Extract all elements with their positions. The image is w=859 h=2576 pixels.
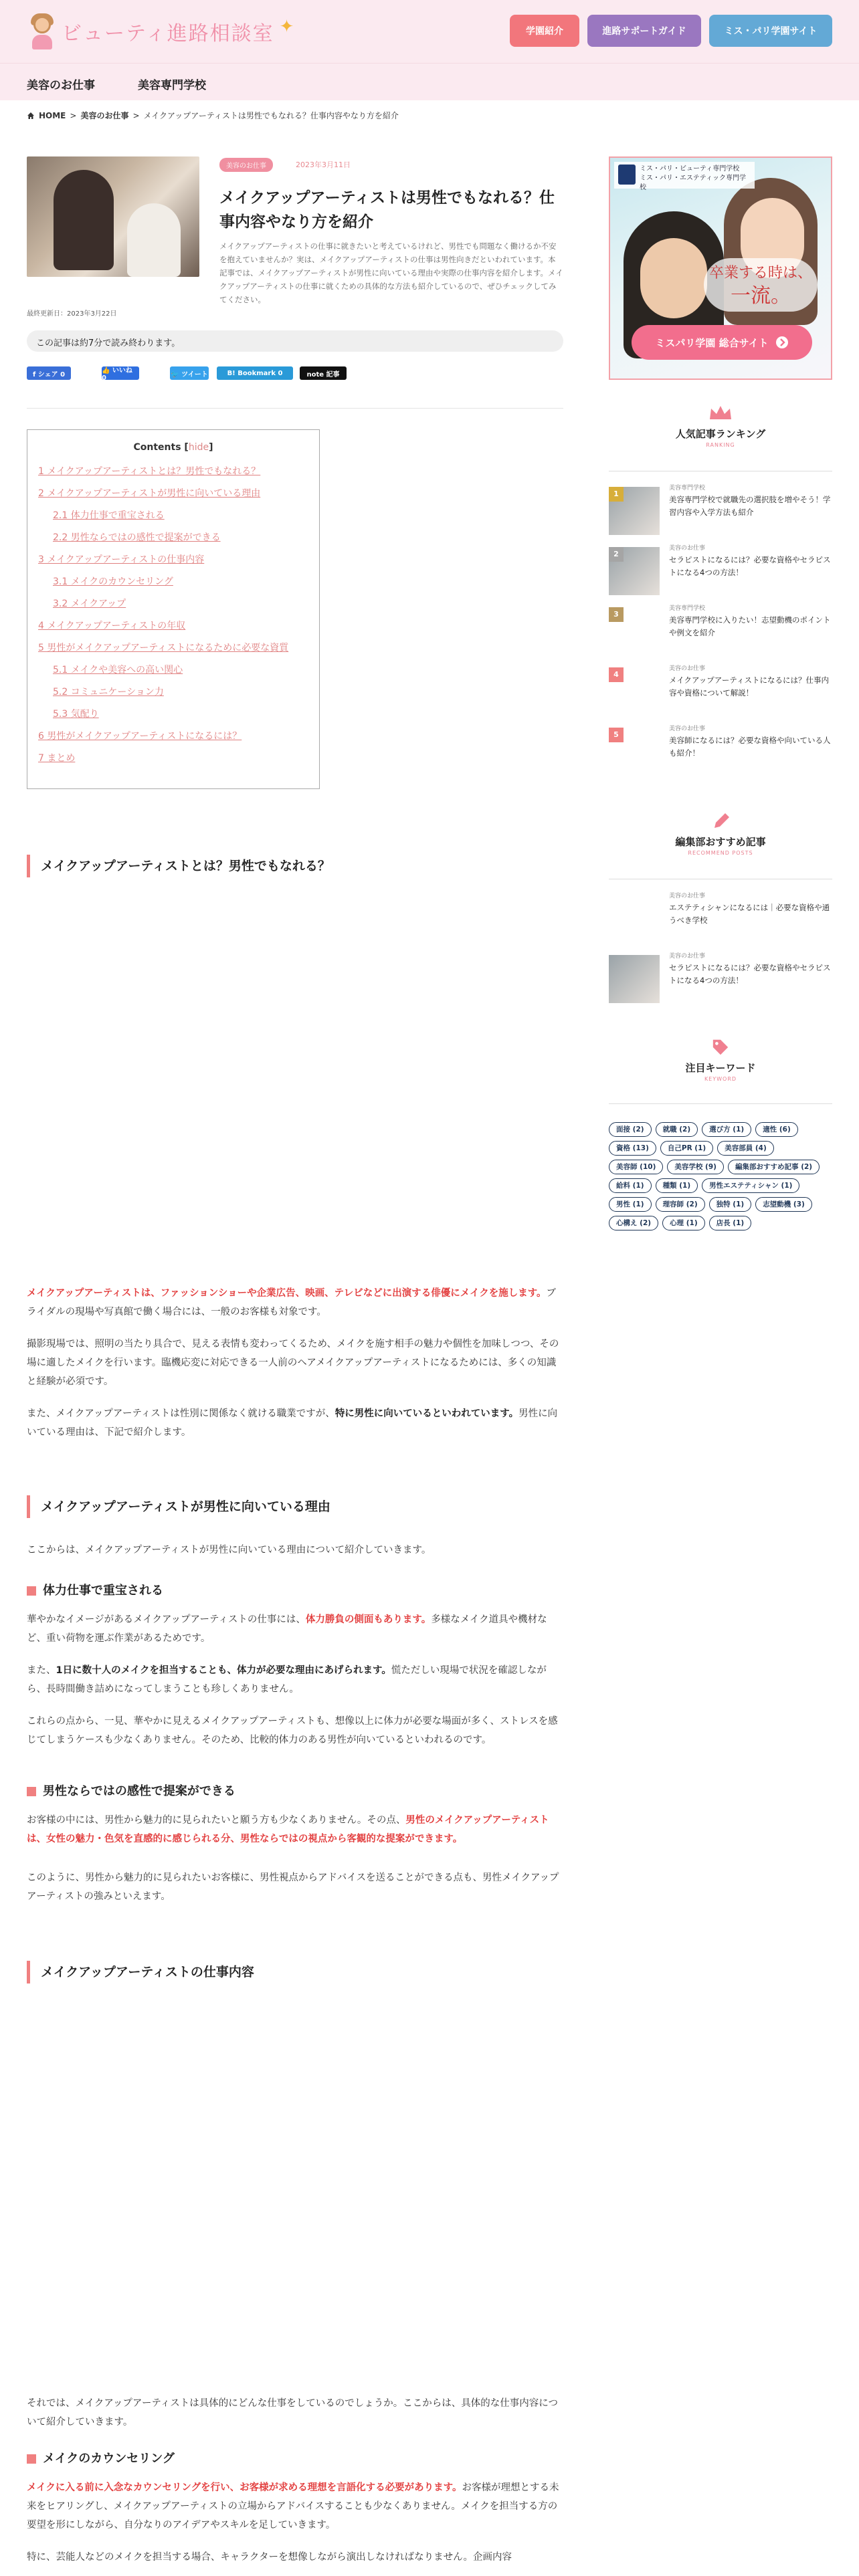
toc-item[interactable]: 5.3 気配り: [53, 709, 99, 720]
ranking-category: 美容のお仕事: [669, 665, 706, 672]
keyword-tag[interactable]: 独特 (1): [709, 1197, 752, 1212]
ranking-category: 美容のお仕事: [669, 545, 706, 552]
section-heading-2: メイクアップアーティストが男性に向いている理由: [27, 1495, 563, 1518]
keyword-tag[interactable]: 理容師 (2): [656, 1197, 705, 1212]
heading-marker: [27, 1586, 36, 1596]
keyword-tag[interactable]: 種類 (1): [656, 1178, 698, 1193]
ranking-title-link[interactable]: セラピストになるには？必要な資格やセラピストになる4つの方法！: [669, 555, 831, 577]
toc-item[interactable]: 4 メイクアップアーティストの年収: [38, 621, 186, 631]
keyword-tag[interactable]: 男性エステティシャン (1): [702, 1178, 799, 1193]
keyword-subtitle: KEYWORD: [704, 1076, 737, 1082]
site-logo[interactable]: [27, 11, 294, 52]
rank-number: 4: [609, 667, 624, 682]
read-time-notice: この記事は約7分で読み終わります。: [27, 330, 563, 352]
divider: [27, 408, 563, 409]
toc-item[interactable]: 3 メイクアップアーティストの仕事内容: [38, 554, 205, 565]
school-name-1: ミス・パリ・ビューティ専門学校: [640, 165, 740, 173]
nav-beauty-jobs[interactable]: 美容のお仕事: [27, 79, 95, 92]
rank-number: 3: [609, 607, 624, 622]
toc-item[interactable]: 5 男性がメイクアップアーティストになるために必要な資質: [38, 643, 289, 653]
toc-item[interactable]: 3.2 メイクアップ: [53, 599, 126, 609]
tweet-button[interactable]: 🐦 ツイート: [170, 366, 209, 380]
toc-item[interactable]: 5.1 メイクや美容への高い関心: [53, 665, 183, 675]
breadcrumb-separator: >: [70, 110, 77, 120]
misparis-general-site-button[interactable]: [632, 325, 812, 360]
toc-item[interactable]: 2 メイクアップアーティストが男性に向いている理由: [38, 488, 261, 499]
keyword-header: [609, 1038, 832, 1082]
crown-icon: [708, 404, 733, 423]
keyword-tag[interactable]: 適性 (6): [755, 1122, 798, 1137]
rank-number: 1: [609, 487, 624, 502]
tag-icon: [710, 1038, 731, 1057]
ranking-title: 人気記事ランキング: [675, 428, 766, 440]
table-of-contents: [27, 429, 320, 789]
recommend-title-link[interactable]: セラピストになるには？必要な資格やセラピストになる4つの方法！: [669, 963, 831, 985]
section-heading-3: メイクアップアーティストの仕事内容: [27, 1961, 563, 1983]
ranking-item[interactable]: [609, 483, 832, 535]
section-1-paragraph-1: メイクアップアーティストは、ファッションショーや企業広告、映画、テレビなどに出演する俳優にメイクを施します。ブライダルの現場や写真館で働く場合には、一般のお客様も対象です。: [27, 1288, 557, 1317]
breadcrumb-home[interactable]: HOME: [39, 110, 66, 120]
ranking-category: 美容専門学校: [669, 485, 706, 492]
ranking-item[interactable]: [609, 543, 832, 595]
article-description: メイクアップアーティストの仕事に就きたいと考えているけれど、男性でも問題なく働けるか不安を抱えていませんか？実は、メイクアップアーティストの仕事は男性向きだといわれています。本記事では、メイクアップアーティストが男性に向いている理由や実際の仕事内容を紹介します。メイクアップアーティストの仕事に就くための具体的な方法も紹介しているので、ぜひチェックしてみてください。: [219, 241, 563, 304]
ranking-item[interactable]: [609, 724, 832, 776]
keyword-tag[interactable]: 美容学校 (9): [667, 1160, 724, 1174]
breadcrumb-category[interactable]: 美容のお仕事: [80, 111, 129, 120]
school-banner[interactable]: [609, 156, 832, 380]
logo-mascot-icon: [27, 12, 56, 51]
ranking-title-link[interactable]: メイクアップアーティストになるには？仕事内容や資格について解説！: [669, 675, 829, 697]
ranking-category: 美容専門学校: [669, 605, 706, 612]
school-logo: [614, 162, 755, 189]
keyword-tag[interactable]: 店長 (1): [709, 1216, 752, 1230]
keyword-tag[interactable]: 選び方 (1): [702, 1122, 751, 1137]
article-thumbnail: [27, 156, 199, 277]
section-2-2-paragraph-1: お客様の中には、男性から魅力的に見られたいと願う方も少なくありません。その点、男性のメイクアップアーティストは、女性の魅力・色気を直感的に感じられる分、男性ならではの視点から客観的な提案ができます。: [27, 1815, 549, 1844]
toc-item[interactable]: 2.1 体力仕事で重宝される: [53, 510, 165, 521]
logo-text: ビューティ進路相談室: [62, 22, 274, 45]
rank-number: 2: [609, 547, 624, 562]
toc-hide-toggle[interactable]: hide: [188, 442, 209, 453]
breadcrumb: [27, 110, 399, 121]
keyword-tag[interactable]: 自己PR (1): [660, 1141, 713, 1156]
breadcrumb-separator: >: [132, 110, 140, 120]
section-2-intro: ここからは、メイクアップアーティストが男性に向いている理由について紹介していきます。: [27, 1545, 432, 1555]
site-header: [0, 0, 859, 63]
recommend-category: 美容のお仕事: [669, 893, 706, 899]
career-guide-button[interactable]: 進路サポートガイド: [587, 15, 701, 47]
arrow-right-icon: [775, 336, 789, 349]
keyword-cloud: [609, 1122, 832, 1230]
recommend-item[interactable]: [609, 891, 832, 943]
global-nav: [0, 63, 859, 100]
toc-item[interactable]: 3.1 メイクのカウンセリング: [53, 576, 173, 587]
banner-copy-line-1: 卒業する時は、: [708, 265, 812, 282]
keyword-title: 注目キーワード: [685, 1062, 756, 1074]
recommend-category: 美容のお仕事: [669, 953, 706, 960]
school-name-2: ミス・パリ・エステティック専門学校: [640, 175, 746, 191]
keyword-tag[interactable]: 心理 (1): [662, 1216, 705, 1230]
ranking-title-link[interactable]: 美容専門学校で就職先の選択肢を増やそう！学習内容や入学方法も紹介: [669, 495, 831, 517]
keyword-tag[interactable]: 面接 (2): [609, 1122, 652, 1137]
ranking-item[interactable]: [609, 603, 832, 655]
subsection-heading-2-2: 男性ならではの感性で提案ができる: [27, 1783, 563, 1800]
subsection-heading-2-1: 体力仕事で重宝される: [27, 1582, 563, 1600]
updated-date: 最終更新日：2023年3月22日: [27, 310, 117, 318]
recommend-thumbnail: [609, 955, 660, 1003]
keyword-tag[interactable]: 美容部員 (4): [717, 1141, 774, 1156]
toc-item[interactable]: 6 男性がメイクアップアーティストになるには？: [38, 731, 242, 742]
toc-item[interactable]: 1 メイクアップアーティストとは？男性でもなれる？: [38, 466, 261, 477]
misparis-site-button[interactable]: ミス・パリ学園サイト: [709, 15, 832, 47]
page-title: メイクアップアーティストは男性でもなれる？仕事内容やなり方を紹介: [219, 189, 555, 231]
heading-marker: [27, 2454, 36, 2464]
toc-item[interactable]: 5.2 コミュニケーション力: [53, 687, 164, 697]
toc-item[interactable]: 2.2 男性ならではの感性で提案ができる: [53, 532, 221, 543]
banner-button-label: ミスパリ学園 総合サイト: [655, 336, 769, 349]
subsection-heading-3-1: メイクのカウンセリング: [27, 2450, 563, 2468]
recommend-subtitle: RECOMMEND POSTS: [688, 850, 753, 856]
recommend-header: [609, 812, 832, 856]
facebook-share-button[interactable]: f シェア 0: [27, 366, 71, 380]
home-icon: [27, 112, 35, 120]
ranking-item[interactable]: [609, 663, 832, 716]
divider: [609, 1103, 832, 1104]
facebook-like-button[interactable]: 👍 いいね 0: [102, 366, 139, 380]
banner-copy-line-2: 一流。: [731, 284, 791, 308]
post-date: 2023年3月11日: [296, 160, 351, 169]
section-3-1-paragraph-2: 特に、芸能人などのメイクを担当する場合、キャラクターを想像しながら演出しなければなりません。企画内容: [27, 2552, 512, 2563]
ranking-title-link[interactable]: 美容師になるには？必要な資格や向いている人も紹介！: [669, 736, 831, 758]
ranking-category: 美容のお仕事: [669, 726, 706, 732]
keyword-tag[interactable]: 給料 (1): [609, 1178, 652, 1193]
section-heading-1: メイクアップアーティストとは？男性でもなれる？: [27, 855, 563, 877]
section-2-2-paragraph-2: このように、男性から魅力的に見られたいお客様に、男性視点からアドバイスを送ることができる点も、男性メイクアップアーティストの強みといえます。: [27, 1872, 559, 1902]
toc-item[interactable]: 7 まとめ: [38, 753, 76, 764]
section-1-paragraph-3: また、メイクアップアーティストは性別に関係なく就ける職業ですが、特に男性に向いているといわれています。男性に向いている理由は、下記で紹介します。: [27, 1408, 558, 1438]
section-3-intro: それでは、メイクアップアーティストは具体的にどんな仕事をしているのでしょうか。ここからは、具体的な仕事内容について紹介していきます。: [27, 2398, 559, 2428]
keyword-tag[interactable]: 編集部おすすめ記事 (2): [728, 1160, 820, 1174]
rank-number: 5: [609, 728, 624, 742]
banner-copy: [704, 258, 818, 312]
ranking-subtitle: RANKING: [706, 442, 735, 448]
ranking-header: [609, 404, 832, 448]
note-share-button[interactable]: note 記事: [300, 366, 347, 380]
keyword-tag[interactable]: 志望動機 (3): [755, 1197, 812, 1212]
keyword-tag[interactable]: 資格 (13): [609, 1141, 656, 1156]
section-2-1-paragraph-1: 華やかなイメージがあるメイクアップアーティストの仕事には、体力勝負の側面もあります。多様なメイク道具や機材など、重い荷物を運ぶ作業があるためです。: [27, 1614, 547, 1644]
keyword-tag[interactable]: 就職 (2): [656, 1122, 698, 1137]
sparkle-icon: ✦: [279, 17, 294, 37]
recommend-title-link[interactable]: エステティシャンになるには｜必要な資格や通うべき学校: [669, 903, 830, 925]
nav-beauty-schools[interactable]: 美容専門学校: [138, 79, 206, 92]
section-2-1-paragraph-3: これらの点から、一見、華やかに見えるメイクアップアーティストも、想像以上に体力が必要な場面が多く、ストレスを感じてしまうケースも少なくありません。そのため、比較的体力のある男性が向いているといわれるのです。: [27, 1716, 558, 1745]
breadcrumb-current: メイクアップアーティストは男性でもなれる？仕事内容やなり方を紹介: [143, 111, 399, 120]
hatena-bookmark-button[interactable]: B! Bookmark 0: [217, 366, 293, 380]
keyword-tag[interactable]: 男性 (1): [609, 1197, 652, 1212]
toc-header: Contents [hide]: [133, 442, 213, 453]
keyword-tag[interactable]: 心構え (2): [609, 1216, 658, 1230]
school-intro-button[interactable]: 学園紹介: [510, 15, 579, 47]
ranking-title-link[interactable]: 美容専門学校に入りたい！志望動機のポイントや例文を紹介: [669, 615, 831, 637]
category-badge[interactable]: 美容のお仕事: [219, 158, 273, 172]
recommend-item[interactable]: [609, 951, 832, 1003]
heading-marker: [27, 1787, 36, 1796]
section-3-1-paragraph-1: メイクに入る前に入念なカウンセリングを行い、お客様が求める理想を言語化する必要があります。お客様が理想とする未来をヒアリングし、メイクアップアーティストの立場からアドバイスすることも少なくありません。メイクを担当する方の要望を形にしながら、自分なりのアイデアやスキルを足していきます。: [27, 2482, 559, 2531]
pencil-icon: [710, 812, 731, 831]
toc-title: Contents: [133, 442, 181, 453]
recommend-title: 編集部おすすめ記事: [675, 836, 766, 848]
keyword-tag[interactable]: 美容師 (10): [609, 1160, 663, 1174]
section-1-paragraph-2: 撮影現場では、照明の当たり具合で、見える表情も変わってくるため、メイクを施す相手の魅力や個性を加味しつつ、その場に適したメイクを行います。臨機応変に対応できる一人前のヘアメイクアップアーティストになるためには、多くの知識と経験が必須です。: [27, 1339, 559, 1387]
section-2-1-paragraph-2: また、1日に数十人のメイクを担当することも、体力が必要な理由にあげられます。慌ただしい現場で状況を確認しながら、長時間働き詰めになってしまうことも珍しくありません。: [27, 1665, 547, 1695]
school-emblem-icon: [618, 165, 636, 185]
